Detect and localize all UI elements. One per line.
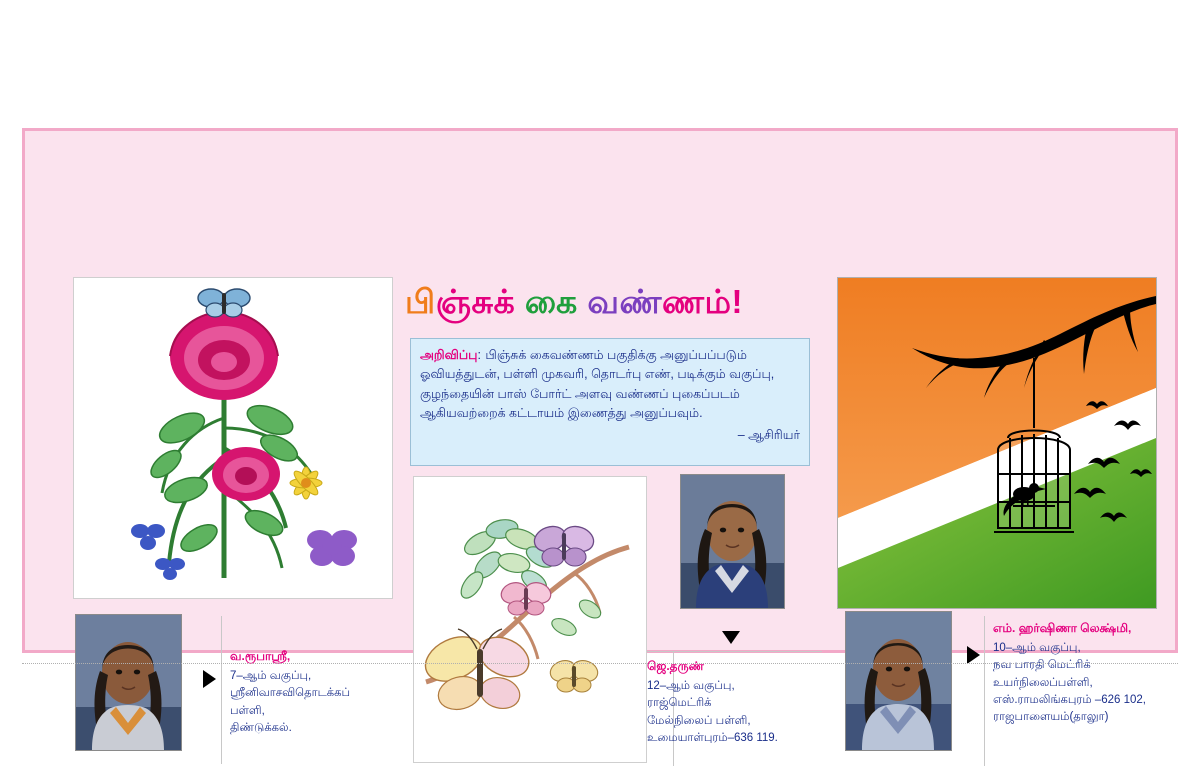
entry-name-1: வ.ரூபாஸ்ரீ, bbox=[230, 649, 291, 663]
entry-line-2-4: உமையாள்புரம்–636 119. bbox=[647, 731, 778, 744]
entry-line-1-2: ஸ்ரீனிவாசவிதொடக்கப் bbox=[230, 687, 351, 700]
rose-drawing-icon bbox=[74, 278, 392, 598]
caption-arrow-1 bbox=[203, 670, 216, 688]
entry-line-3-2: நவ பாரதி மெட்ரிக் bbox=[993, 659, 1091, 672]
notice-signature: – ஆசிரியர் bbox=[737, 427, 800, 442]
student-photo-3 bbox=[845, 611, 952, 751]
content-panel bbox=[22, 128, 1178, 744]
page-title-part-2: ஞ்சுக் bbox=[435, 283, 516, 320]
caption-divider-1 bbox=[221, 616, 222, 764]
caption-rule-2 bbox=[647, 651, 822, 652]
page-title-part-1: பி bbox=[405, 283, 436, 320]
birdcage-drawing-icon bbox=[838, 278, 1156, 608]
butterflies-drawing-icon bbox=[414, 477, 646, 762]
page-title-part-5: ணம்! bbox=[661, 283, 744, 320]
entry-line-3-4: எஸ்.ராமலிங்கபுரம் –626 102, bbox=[993, 693, 1146, 706]
notice-text: பிஞ்சுக் கைவண்ணம் பகுதிக்கு அனுப்பப்படும் ஓவியத்துடன், பள்ளி முகவரி, தொடர்பு எண், படிக்கும் வகுப்பு, குழந்தையின் பாஸ் போர்ட் அளவு வண்ணப் புகைப்படம் ஆகியவற்றைக் கட்டாயம் இணைத்து அனுப்பவும். bbox=[420, 348, 775, 421]
entry-caption-3 bbox=[993, 621, 1173, 726]
page-title bbox=[405, 283, 815, 331]
portrait-icon bbox=[846, 612, 951, 750]
entry-line-1-4: திண்டுக்கல். bbox=[230, 721, 292, 734]
entry-line-3-1: 10–ஆம் வகுப்பு, bbox=[993, 642, 1081, 654]
portrait-icon bbox=[76, 615, 181, 750]
page-title-part-4: வண் bbox=[587, 283, 662, 320]
portrait-icon bbox=[681, 475, 784, 608]
page-title-part-3: கை bbox=[515, 283, 588, 320]
entry-line-3-5: ராஜபாளையம்(தாலுா) bbox=[993, 711, 1109, 723]
entry-line-3-3: உயர்நிலைப்பள்ளி, bbox=[993, 676, 1093, 689]
entry-line-2-3: மேல்நிலைப் பள்ளி, bbox=[647, 714, 751, 727]
entry-line-1-1: 7–ஆம் வகுப்பு, bbox=[230, 670, 312, 682]
page-bottom-rule bbox=[22, 663, 1178, 664]
entry-caption-2 bbox=[647, 659, 822, 747]
entry-line-2-1: 12–ஆம் வகுப்பு, bbox=[647, 680, 735, 692]
notice-separator: : bbox=[477, 348, 481, 362]
student-photo-1 bbox=[75, 614, 182, 751]
artwork-rose bbox=[73, 277, 393, 599]
entry-name-3: எம். ஹர்ஷிணா லெக்ஷ்மி, bbox=[993, 621, 1132, 635]
entry-name-2: ஜெ.தருண் bbox=[647, 659, 704, 673]
entry-line-2-2: ராஜ்மெட்ரிக் bbox=[647, 697, 712, 710]
notice-label: அறிவிப்பு bbox=[420, 348, 478, 362]
artwork-birdcage bbox=[837, 277, 1157, 609]
caption-arrow-2 bbox=[722, 631, 740, 644]
artwork-butterflies bbox=[413, 476, 647, 763]
notice-box bbox=[410, 338, 810, 466]
student-photo-2 bbox=[680, 474, 785, 609]
caption-arrow-3 bbox=[967, 646, 980, 664]
entry-line-1-3: பள்ளி, bbox=[230, 704, 265, 717]
caption-divider-3 bbox=[984, 616, 985, 766]
